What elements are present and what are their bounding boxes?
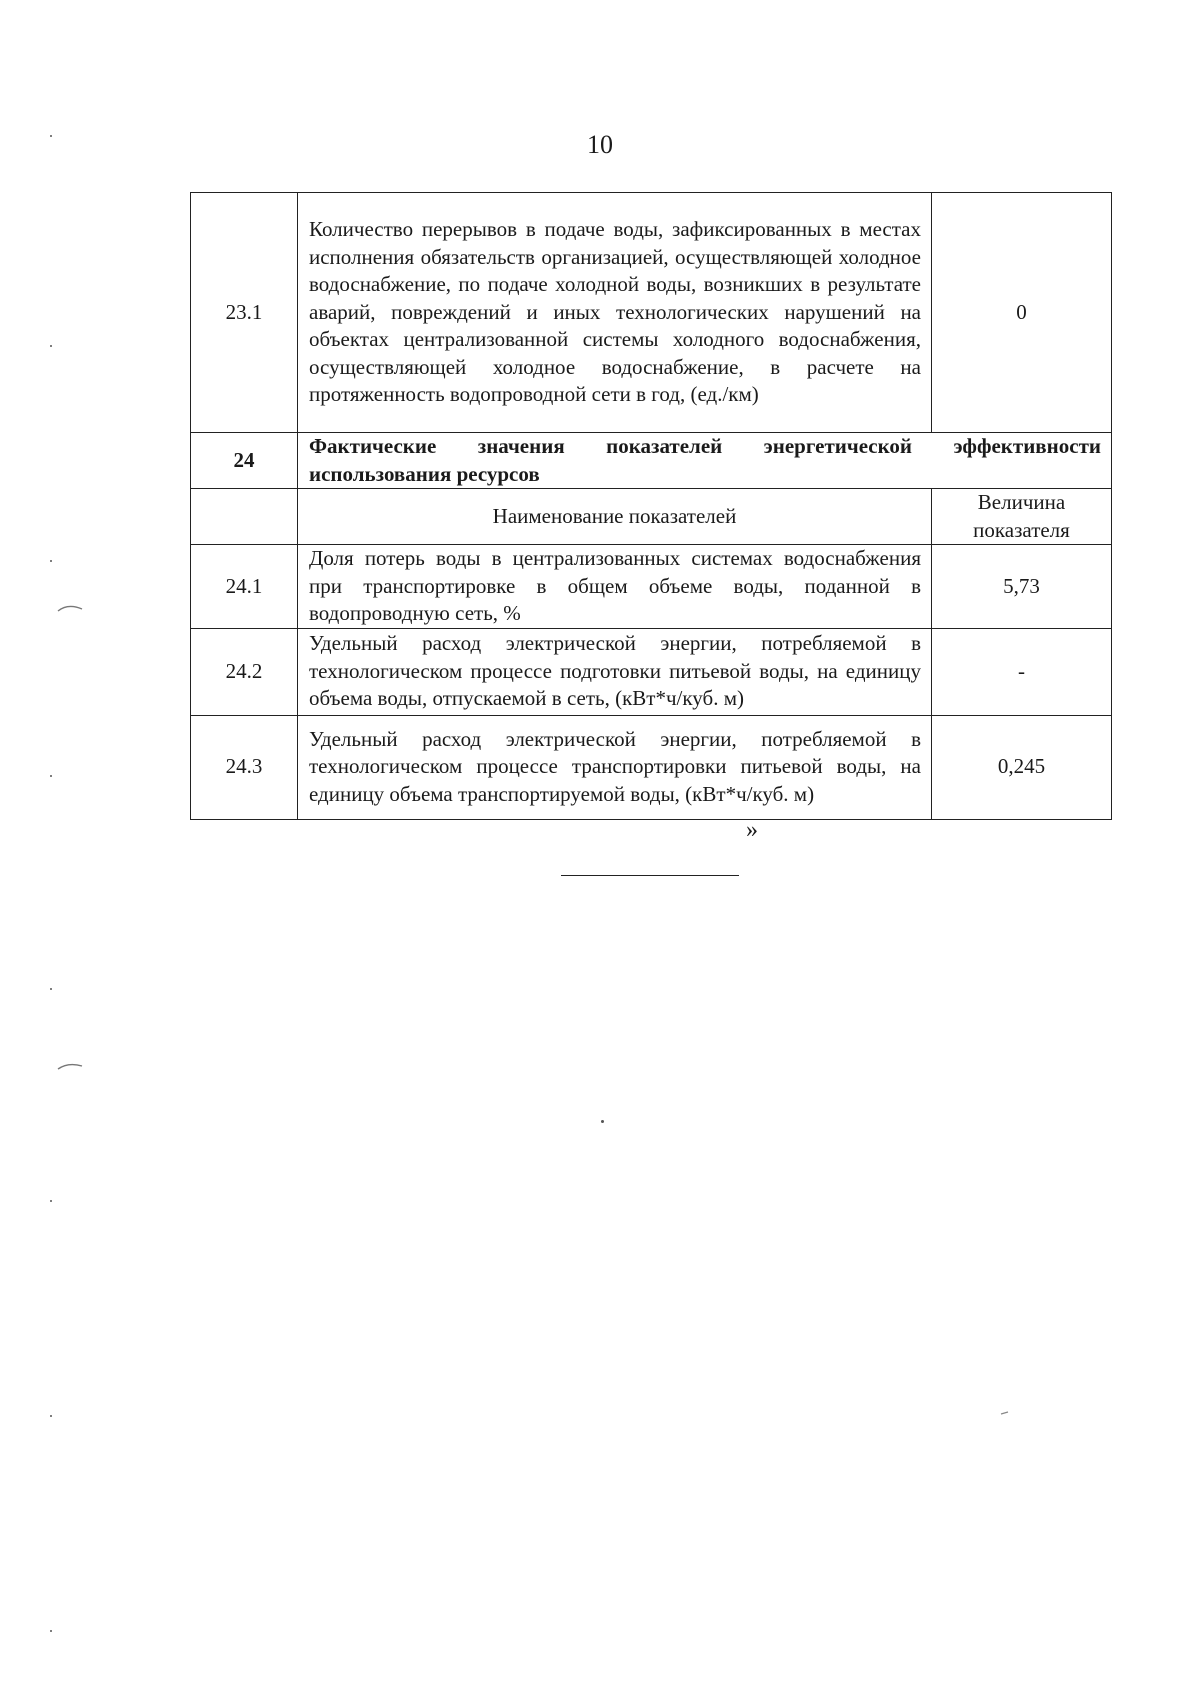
scan-speck — [601, 1120, 604, 1123]
scan-speck — [50, 988, 52, 990]
scan-speck — [50, 1630, 52, 1632]
indicator-value: 0 — [932, 193, 1112, 433]
scan-speck — [50, 345, 52, 347]
table-row-23-1 — [191, 193, 1112, 433]
section-title: Фактические значения показателей энергетической эффективности использования ресурсов — [298, 433, 1112, 489]
header-name-column: Наименование показателей — [298, 489, 932, 545]
table-row-24-3 — [191, 715, 1112, 819]
scan-mark — [56, 602, 86, 614]
scan-speck — [50, 560, 52, 562]
indicator-value: 0,245 — [932, 715, 1112, 819]
indicator-value: - — [932, 628, 1112, 715]
table-row-24-2 — [191, 628, 1112, 715]
indicator-description: Количество перерывов в подаче воды, зафиксированных в местах исполнения обязательств организацией, осуществляющей холодное водоснабжение, по подаче холодной воды, возникших в результате аварий, повреждений и иных технологических нарушений на объектах централизованной системы холодного водоснабжения, осуществляющей холодное водоснабжение, в расчете на протяженность водопроводной сети в год, (ед./км) — [298, 193, 932, 433]
header-row — [191, 489, 1112, 545]
scan-mark — [56, 1060, 86, 1072]
scan-speck — [50, 775, 52, 777]
indicators-table — [190, 192, 1112, 820]
closing-quote: » — [746, 817, 758, 843]
indicator-value: 5,73 — [932, 545, 1112, 629]
row-number: 24.2 — [191, 628, 298, 715]
section-row-24 — [191, 433, 1112, 489]
indicator-description: Удельный расход электрической энергии, потребляемой в технологическом процессе транспортировки питьевой воды, на единицу объема транспортируемой воды, (кВт*ч/куб. м) — [298, 715, 932, 819]
scan-mark — [1000, 1410, 1010, 1416]
header-empty-cell — [191, 489, 298, 545]
indicator-description: Доля потерь воды в централизованных системах водоснабжения при транспортировке в общем объеме воды, поданной в водопроводную сеть, % — [298, 545, 932, 629]
row-number: 23.1 — [191, 193, 298, 433]
row-number: 24.1 — [191, 545, 298, 629]
page-number: 10 — [587, 130, 613, 159]
indicator-description: Удельный расход электрической энергии, потребляемой в технологическом процессе подготовки питьевой воды, на единицу объема воды, отпускаемой в сеть, (кВт*ч/куб. м) — [298, 628, 932, 715]
scan-speck — [50, 1415, 52, 1417]
scan-speck — [50, 1200, 52, 1202]
scan-speck — [50, 135, 52, 137]
section-number: 24 — [191, 433, 298, 489]
header-value-column: Величина показателя — [932, 489, 1112, 545]
row-number: 24.3 — [191, 715, 298, 819]
end-rule — [561, 875, 739, 876]
table-row-24-1 — [191, 545, 1112, 629]
